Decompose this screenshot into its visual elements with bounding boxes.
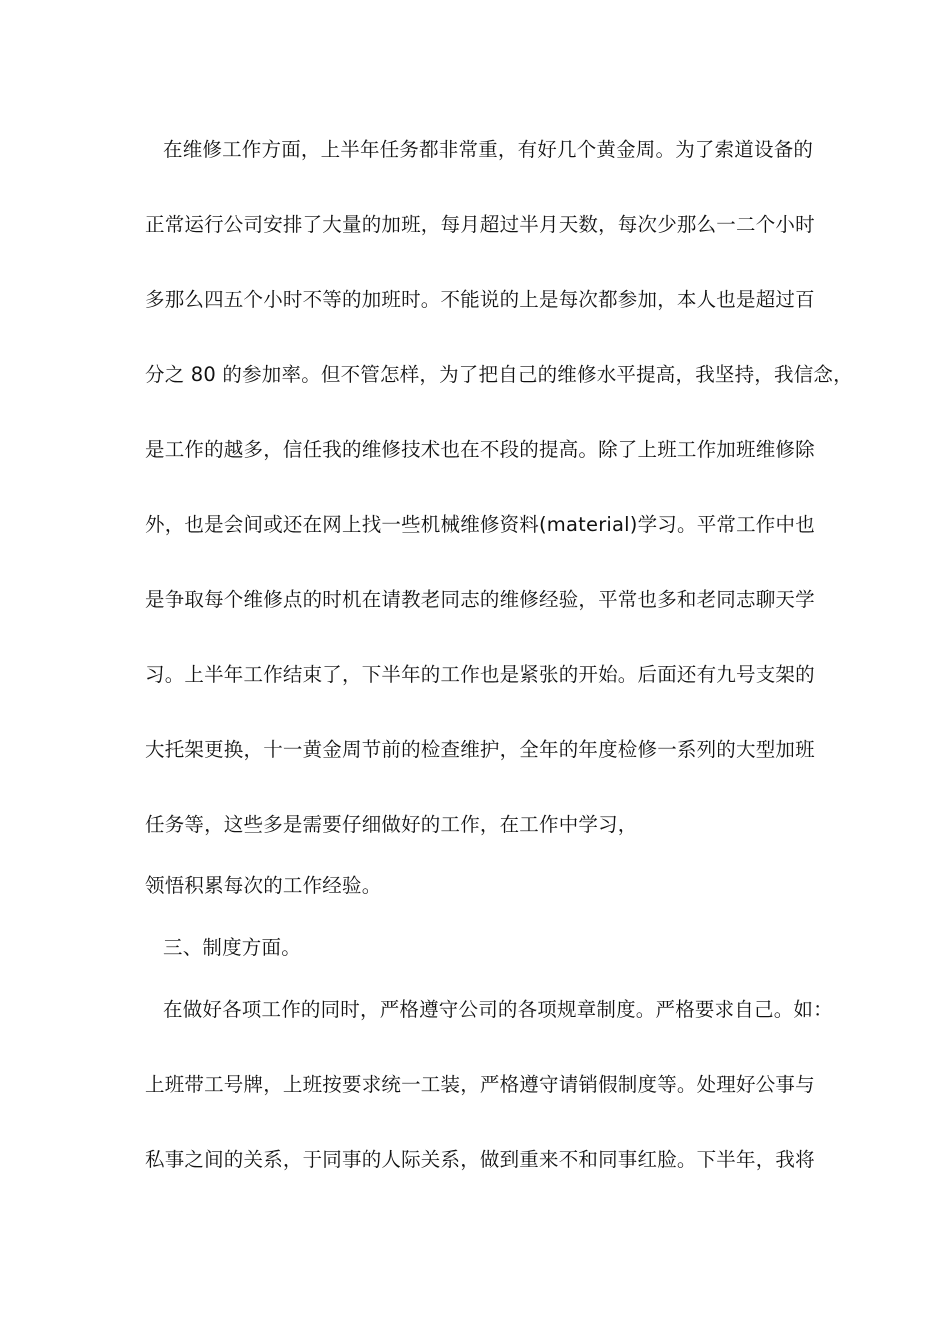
paragraph-line-12: 在做好各项工作的同时，严格遵守公司的各项规章制度。严格要求自己。如：: [163, 998, 833, 1021]
paragraph-line-4: 分之 80 的参加率。但不管怎样，为了把自己的维修水平提高，我坚持，我信念，: [145, 363, 853, 386]
paragraph-line-2: 正常运行公司安排了大量的加班，每月超过半月天数，每次少那么一二个小时: [145, 213, 815, 236]
paragraph-line-10: 任务等，这些多是需要仔细做好的工作，在工作中学习，: [145, 813, 638, 836]
section-heading: 三、制度方面。: [163, 936, 301, 959]
paragraph-line-8: 习。上半年工作结束了，下半年的工作也是紧张的开始。后面还有九号支架的: [145, 663, 815, 686]
paragraph-line-6: 外，也是会间或还在网上找一些机械维修资料(material)学习。平常工作中也: [145, 513, 815, 536]
paragraph-line-9: 大托架更换，十一黄金周节前的检查维护，全年的年度检修一系列的大型加班: [145, 738, 815, 761]
paragraph-line-5: 是工作的越多，信任我的维修技术也在不段的提高。除了上班工作加班维修除: [145, 438, 815, 461]
paragraph-line-1: 在维修工作方面，上半年任务都非常重，有好几个黄金周。为了索道设备的: [163, 138, 814, 161]
paragraph-line-3: 多那么四五个小时不等的加班时。不能说的上是每次都参加，本人也是超过百: [145, 288, 815, 311]
paragraph-line-7: 是争取每个维修点的时机在请教老同志的维修经验，平常也多和老同志聊天学: [145, 588, 815, 611]
paragraph-line-11: 领悟积累每次的工作经验。: [145, 874, 382, 897]
paragraph-line-14: 私事之间的关系，于同事的人际关系，做到重来不和同事红脸。下半年，我将: [145, 1148, 815, 1171]
paragraph-line-13: 上班带工号牌，上班按要求统一工装，严格遵守请销假制度等。处理好公事与: [145, 1073, 815, 1096]
